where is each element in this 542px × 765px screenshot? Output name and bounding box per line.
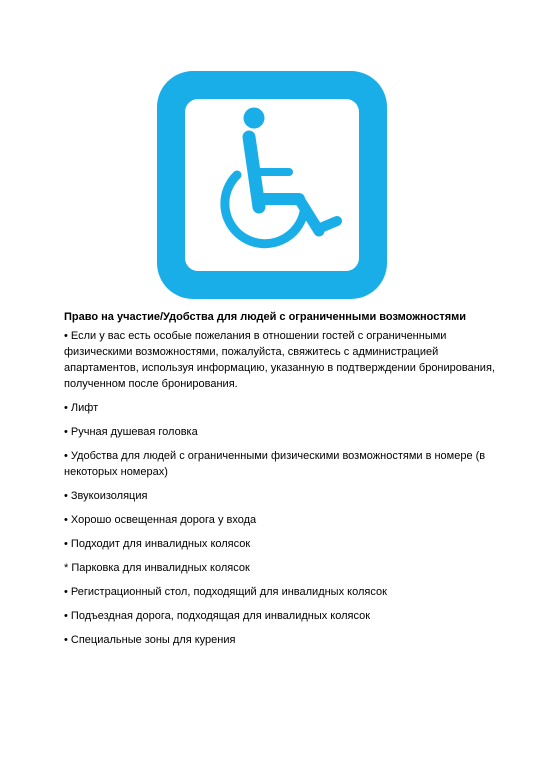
wheelchair-accessibility-icon — [157, 71, 387, 299]
list-item: • Специальные зоны для курения — [64, 634, 236, 646]
accessibility-section — [64, 309, 504, 656]
list-item: • Подъездная дорога, подходящая для инвалидных колясок — [64, 610, 371, 622]
list-item: • Звукоизоляция — [64, 490, 148, 502]
section-heading: Право на участие/Удобства для людей с ограниченными возможностями — [64, 311, 467, 323]
list-item: • Подходит для инвалидных колясок — [64, 538, 251, 550]
features-list — [64, 328, 504, 648]
list-item: • Регистрационный стол, подходящий для инвалидных колясок — [64, 586, 387, 598]
list-item: • Удобства для людей с ограниченными физическими возможностями в номере (в некоторых номерах) — [64, 450, 486, 478]
list-item: • Если у вас есть особые пожелания в отношении гостей с ограниченными физическими возможностями, пожалуйста, свяжитесь с администрацией апартаментов, используя информацию, указанную в подтверждении бронирования, полученном после бронирования. — [64, 330, 495, 390]
list-item: • Лифт — [64, 402, 99, 414]
list-item: * Парковка для инвалидных колясок — [64, 562, 250, 574]
list-item: • Хорошо освещенная дорога у входа — [64, 514, 257, 526]
list-item: • Ручная душевая головка — [64, 426, 198, 438]
